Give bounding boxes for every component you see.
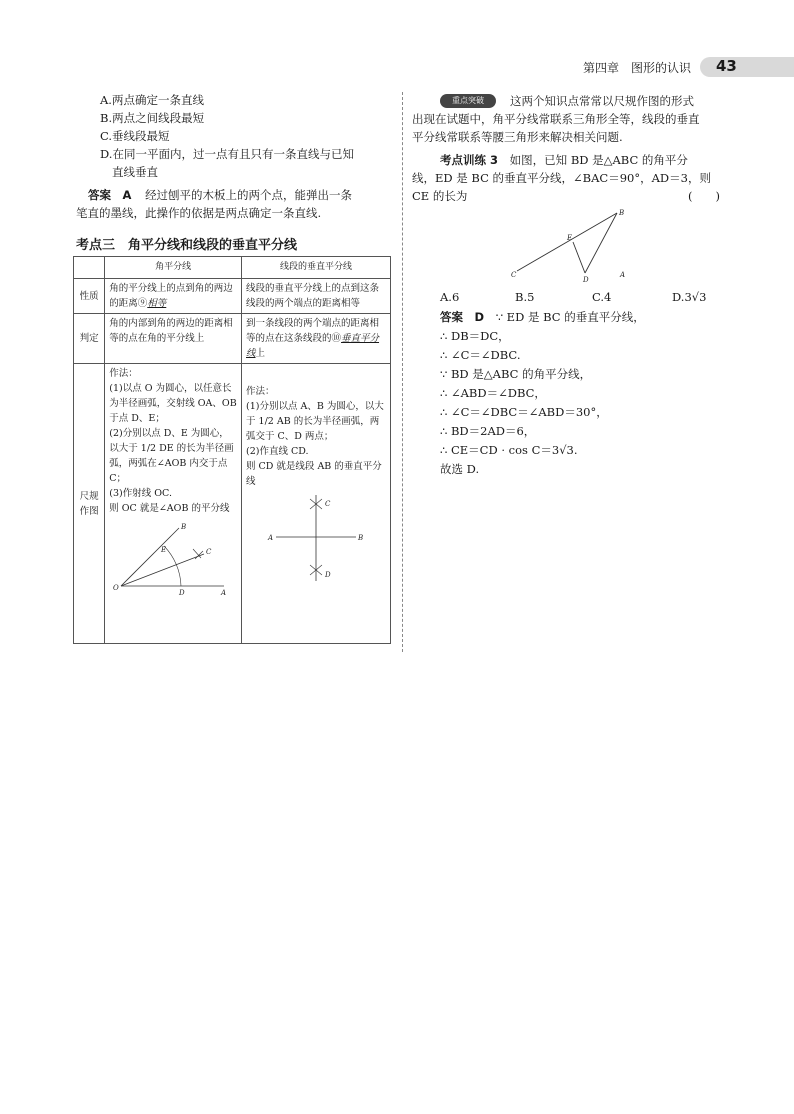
table-row [74,364,391,644]
section-title: 考点三 角平分线和线段的垂直平分线 [76,238,298,253]
ray-oc [121,554,204,586]
label-a: A [620,271,626,279]
question-text: 如图，已知 BD 是△ABC 的角平分 [509,153,688,167]
solution-line: 故选 D. [440,462,480,476]
table-corner [74,257,105,279]
option-d-cont: 直线垂直 [112,165,158,179]
solution-line: ∴ BD＝2AD＝6， [440,424,536,438]
question-line-3: CE 的长为 [412,189,468,203]
angle-bisector-figure [109,516,229,596]
column-divider [402,92,403,652]
table-cell [242,314,391,364]
label-b: B [358,534,364,542]
label-e: E [161,546,167,554]
answer-text-2: 笔直的墨线，此操作的依据是两点确定一条直线. [76,206,322,220]
label-d: D [583,276,589,284]
choice-a: A.6 [440,290,460,304]
question-line-2: 线，ED 是 BC 的垂直平分线，∠BAC＝90°，AD＝3，则 [412,171,711,185]
fill-answer: 相等 [147,298,167,309]
label-e: E [567,234,573,242]
answer-1 [88,186,352,204]
page-number: 43 [716,57,737,75]
knowledge-table [73,256,391,644]
page-number-tab [700,57,794,77]
cell-text: 角的平分线上的点到角的两边的距离⑨ [109,283,233,309]
label-d: D [325,571,331,579]
answer-text: 经过刨平的木板上的两个点，能弹出一条 [145,188,353,202]
label-d: D [179,589,185,596]
solution-line: ∴ CE＝CD · cos C＝3√3. [440,443,578,457]
table-cell: 线段的垂直平分线上的点到这条线段的两个端点的距离相等 [242,279,391,314]
table-row [74,279,391,314]
option-a: A.两点确定一条直线 [100,93,204,107]
label-c: C [325,500,331,508]
label-b: B [181,523,187,531]
cell-text-tail: 上 [255,348,266,359]
solution-answer-label: 答案 D [440,310,485,324]
segment-ed [573,242,585,273]
row-label-judgment: 判定 [74,314,105,364]
cell-text: 作法： (1)分别以点 A、B 为圆心，以大于 1/2 AB 的长为半径画弧，两弧交于 C、D 两点； (2)作直线 CD. 则 CD 就是线段 AB 的垂直平分线 [246,386,384,487]
solution-line: ∵ BD 是△ABC 的角平分线， [440,367,592,381]
table-cell [105,364,242,644]
option-d: D.在同一平面内，过一点有且只有一条直线与已知 [100,147,354,161]
row-label-property: 性质 [74,279,105,314]
chapter-title: 第四章 图形的认识 [583,61,692,75]
solution-line: ∴ ∠C＝∠DBC. [440,348,521,362]
perpendicular-bisector-figure [246,489,386,589]
key-points-badge: 重点突破 [440,94,496,108]
triangle-figure [505,205,635,285]
row-label-construction: 尺规作图 [74,364,105,644]
table-header-row [74,257,391,279]
intro-line-2: 出现在试题中，角平分线常联系三角形全等，线段的垂直 [412,112,700,126]
solution-line: ∴ ∠C＝∠DBC＝∠ABD＝30°， [440,405,608,419]
label-o: O [113,584,119,592]
table-row [74,314,391,364]
label-a: A [268,534,274,542]
table-cell [105,279,242,314]
table-col2-header: 线段的垂直平分线 [242,257,391,279]
question-label: 考点训练 3 [440,153,499,167]
solution-line: ∴ ∠ABD＝∠DBC， [440,386,546,400]
answer-paren: ( ) [688,189,720,203]
fill-answer: 垂直平分线 [246,333,380,359]
ray-ob [121,528,179,586]
label-c: C [206,548,212,556]
solution-line-0 [440,308,645,326]
solution-line: ∴ DB＝DC， [440,329,510,343]
cell-text: 作法： (1)以点 O 为圆心，以任意长为半径画弧，交射线 OA、OB 于点 D、E； (2)分别以点 D、E 为圆心，以大于 1/2 DE 的长为半径画弧，两弧在∠AOB 内交于点 C； (3)作射线 OC. 则 OC 就是∠AOB 的平分线 [109,368,237,514]
choice-c: C.4 [592,290,612,304]
label-b: B [619,209,625,217]
choice-d: D.3√3 [672,290,707,304]
table-col1-header: 角平分线 [105,257,242,279]
label-a: A [221,589,227,596]
choice-b: B.5 [515,290,535,304]
intro-line-3: 平分线常联系等腰三角形来解决相关问题. [412,130,623,144]
solution-text: ∵ ED 是 BC 的垂直平分线， [495,310,645,324]
table-cell: 角的内部到角的两边的距离相等的点在角的平分线上 [105,314,242,364]
intro-line-1: 这两个知识点常常以尺规作图的形式 [510,94,694,108]
option-b: B.两点之间线段最短 [100,111,205,125]
option-c: C.垂线段最短 [100,129,170,143]
label-c: C [511,271,517,279]
answer-label: 答案 A [88,188,132,202]
question-line-1 [440,151,688,169]
cell-text: 到一条线段的两个端点的距离相等的点在这条线段的⑩ [246,318,380,344]
table-cell [242,364,391,644]
